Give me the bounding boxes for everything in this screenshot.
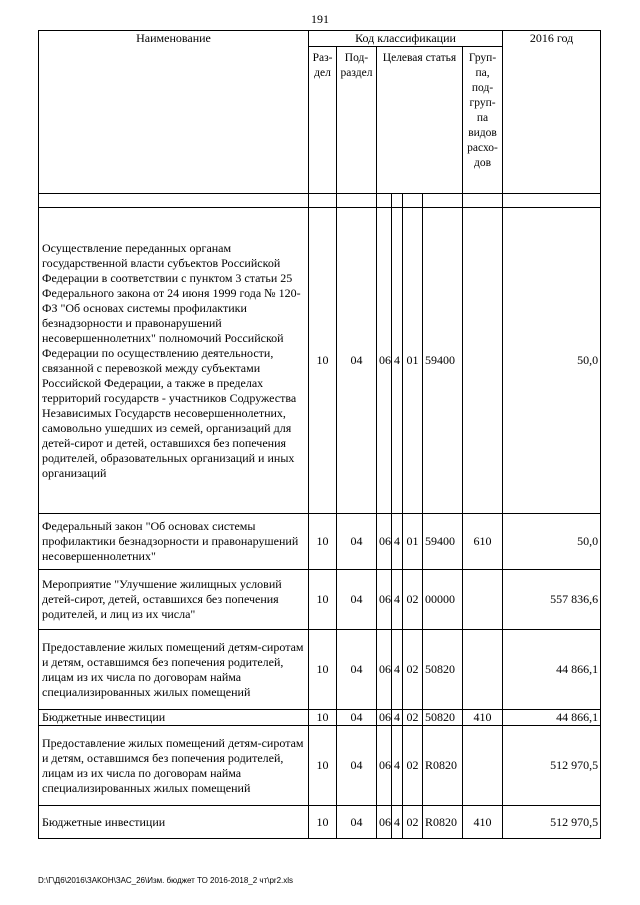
row-podrazdel: 04 bbox=[337, 726, 377, 806]
row-name: Осуществление переданных органам государственной власти субъектов Российской Федерации в соответствии с пунктом 3 статьи 25 Федерального закона от 24 июня 1999 года № 120-ФЗ "Об основах системы профилактики безнадзорности и правонарушений несовершеннолетних" полномочий Российской Федерации по осуществлению деятельности, связанной с перевозкой между субъектами Российской Федерации, а также в пределах территорий государств - участников Содружества Независимых Государств несовершеннолетних, самовольно ушедших из семей, организаций для детей-сирот и детей, оставшихся без попечения родителей, образовательных организаций и иных организаций bbox=[39, 208, 309, 514]
table-row bbox=[39, 514, 601, 570]
header-name: Наименование bbox=[39, 31, 309, 194]
row-amount: 44 866,1 bbox=[503, 630, 601, 710]
header-row-1 bbox=[39, 31, 601, 47]
row-razdel: 10 bbox=[309, 726, 337, 806]
row-amount: 557 836,6 bbox=[503, 570, 601, 630]
row-podrazdel: 04 bbox=[337, 208, 377, 514]
row-code-1: 06 bbox=[377, 710, 392, 726]
row-razdel: 10 bbox=[309, 806, 337, 839]
table-row bbox=[39, 570, 601, 630]
row-code-2: 4 bbox=[392, 208, 403, 514]
file-path-footer: D:\Г\Д6\2016\ЗАКОН\ЗАС_26\Изм. бюджет ТО 2016-2018_2 чт\pr2.xls bbox=[38, 876, 294, 885]
row-name: Федеральный закон "Об основах системы профилактики безнадзорности и правонарушений несовершеннолетних" bbox=[39, 514, 309, 570]
row-name: Мероприятие "Улучшение жилищных условий детей-сирот, детей, оставшихся без попечения родителей, и лиц из их числа" bbox=[39, 570, 309, 630]
row-code-2: 4 bbox=[392, 806, 403, 839]
table-row bbox=[39, 630, 601, 710]
row-vid: 610 bbox=[463, 514, 503, 570]
row-podrazdel: 04 bbox=[337, 710, 377, 726]
row-code-1: 06 bbox=[377, 514, 392, 570]
header-year: 2016 год bbox=[503, 31, 601, 194]
row-code-3: 01 bbox=[403, 208, 423, 514]
header-gruppa: Груп- па, под- груп- па видов расхо- дов bbox=[463, 47, 503, 194]
row-code-3: 02 bbox=[403, 710, 423, 726]
table-row bbox=[39, 726, 601, 806]
row-code-4: 50820 bbox=[423, 630, 463, 710]
row-code-2: 4 bbox=[392, 710, 403, 726]
row-amount: 512 970,5 bbox=[503, 726, 601, 806]
row-code-1: 06 bbox=[377, 208, 392, 514]
row-vid bbox=[463, 630, 503, 710]
row-code-3: 02 bbox=[403, 570, 423, 630]
row-razdel: 10 bbox=[309, 630, 337, 710]
row-amount: 512 970,5 bbox=[503, 806, 601, 839]
row-amount: 44 866,1 bbox=[503, 710, 601, 726]
row-razdel: 10 bbox=[309, 570, 337, 630]
row-code-1: 06 bbox=[377, 726, 392, 806]
row-name: Бюджетные инвестиции bbox=[39, 806, 309, 839]
header-tselevaya: Целевая статья bbox=[377, 47, 463, 194]
row-code-2: 4 bbox=[392, 570, 403, 630]
row-code-4: R0820 bbox=[423, 726, 463, 806]
row-code-3: 02 bbox=[403, 630, 423, 710]
header-razdel: Раз- дел bbox=[309, 47, 337, 194]
row-vid bbox=[463, 726, 503, 806]
row-podrazdel: 04 bbox=[337, 630, 377, 710]
row-code-4: R0820 bbox=[423, 806, 463, 839]
row-razdel: 10 bbox=[309, 514, 337, 570]
row-code-2: 4 bbox=[392, 514, 403, 570]
header-code: Код классификации bbox=[309, 31, 503, 47]
row-code-4: 59400 bbox=[423, 514, 463, 570]
row-code-2: 4 bbox=[392, 726, 403, 806]
row-razdel: 10 bbox=[309, 710, 337, 726]
row-name: Предоставление жилых помещений детям-сиротам и детям, оставшимся без попечения родителей, лицам из их числа по договорам найма специализированных жилых помещений bbox=[39, 630, 309, 710]
row-podrazdel: 04 bbox=[337, 514, 377, 570]
row-podrazdel: 04 bbox=[337, 570, 377, 630]
table-row bbox=[39, 710, 601, 726]
row-code-3: 01 bbox=[403, 514, 423, 570]
row-code-4: 00000 bbox=[423, 570, 463, 630]
row-vid bbox=[463, 570, 503, 630]
row-amount: 50,0 bbox=[503, 208, 601, 514]
row-code-1: 06 bbox=[377, 630, 392, 710]
table-row bbox=[39, 208, 601, 514]
row-vid: 410 bbox=[463, 710, 503, 726]
row-code-4: 59400 bbox=[423, 208, 463, 514]
row-code-1: 06 bbox=[377, 570, 392, 630]
spacer-row bbox=[39, 194, 601, 208]
row-code-1: 06 bbox=[377, 806, 392, 839]
budget-table bbox=[38, 30, 601, 839]
header-podrazdel: Под- раздел bbox=[337, 47, 377, 194]
row-code-2: 4 bbox=[392, 630, 403, 710]
row-razdel: 10 bbox=[309, 208, 337, 514]
page-number: 191 bbox=[311, 12, 329, 26]
row-code-3: 02 bbox=[403, 726, 423, 806]
row-name: Предоставление жилых помещений детям-сиротам и детям, оставшимся без попечения родителей, лицам из их числа по договорам найма специализированных жилых помещений bbox=[39, 726, 309, 806]
row-code-3: 02 bbox=[403, 806, 423, 839]
row-amount: 50,0 bbox=[503, 514, 601, 570]
row-podrazdel: 04 bbox=[337, 806, 377, 839]
row-name: Бюджетные инвестиции bbox=[39, 710, 309, 726]
row-code-4: 50820 bbox=[423, 710, 463, 726]
table-row bbox=[39, 806, 601, 839]
row-vid: 410 bbox=[463, 806, 503, 839]
row-vid bbox=[463, 208, 503, 514]
